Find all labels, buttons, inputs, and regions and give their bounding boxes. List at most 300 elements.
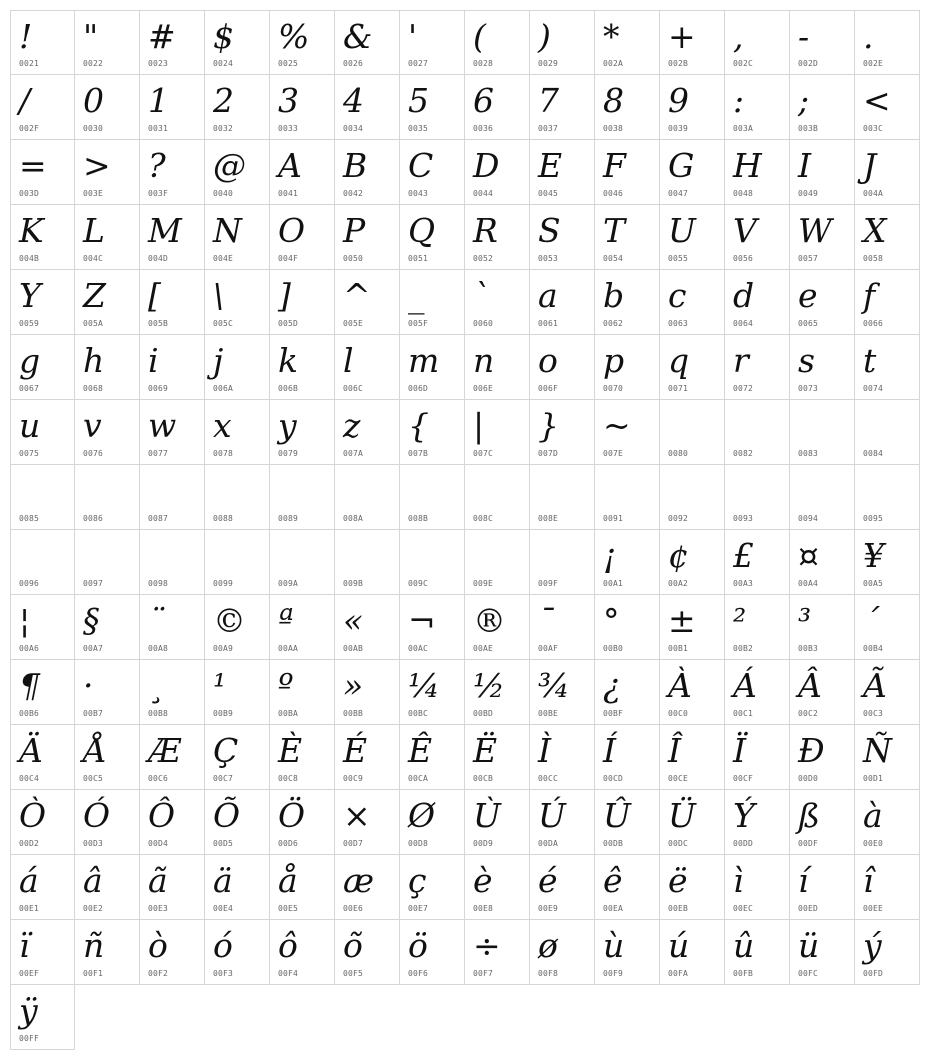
- glyph-cell: [465, 465, 530, 530]
- glyph-cell: [465, 335, 530, 400]
- glyph-code-label: 00F5: [343, 969, 364, 978]
- glyph-code-label: 00EF: [19, 969, 40, 978]
- glyph-sample: 3: [278, 81, 299, 120]
- glyph-sample: Í: [603, 731, 617, 770]
- glyph-cell: [790, 530, 855, 595]
- glyph-cell: [140, 855, 205, 920]
- glyph-cell: [205, 855, 270, 920]
- glyph-sample: l: [343, 341, 354, 380]
- glyph-cell: [725, 400, 790, 465]
- glyph-cell: [75, 10, 140, 75]
- glyph-code-label: 0089: [278, 514, 299, 523]
- glyph-code-label: 00E2: [83, 904, 104, 913]
- glyph-cell: [400, 725, 465, 790]
- glyph-cell: [140, 75, 205, 140]
- glyph-sample: q: [668, 341, 690, 380]
- glyph-sample: Ð: [798, 731, 825, 770]
- glyph-cell: [335, 595, 400, 660]
- glyph-sample: Ì: [538, 731, 552, 770]
- glyph-sample: °: [603, 601, 620, 640]
- glyph-code-label: 00B6: [19, 709, 40, 718]
- glyph-cell: [660, 920, 725, 985]
- glyph-sample: L: [83, 211, 105, 250]
- glyph-cell: [855, 335, 920, 400]
- glyph-code-label: 00A4: [798, 579, 819, 588]
- glyph-sample: Â: [798, 666, 822, 705]
- glyph-sample: _: [408, 276, 425, 315]
- glyph-code-label: 00AB: [343, 644, 364, 653]
- glyph-cell: [530, 75, 595, 140]
- glyph-sample: Ã: [863, 666, 887, 705]
- glyph-sample: 0: [83, 81, 104, 120]
- glyph-code-label: 0084: [863, 449, 884, 458]
- glyph-sample: ¦: [19, 601, 31, 640]
- glyph-sample: ÷: [473, 926, 501, 965]
- glyph-code-label: 0046: [603, 189, 624, 198]
- glyph-code-label: 009B: [343, 579, 364, 588]
- glyph-cell: [530, 855, 595, 920]
- glyph-sample: ×: [343, 796, 371, 835]
- glyph-sample: Ë: [473, 731, 498, 770]
- glyph-code-label: 006C: [343, 384, 364, 393]
- glyph-code-label: 0082: [733, 449, 754, 458]
- glyph-code-label: 00DD: [733, 839, 754, 848]
- glyph-sample: ñ: [83, 926, 105, 965]
- glyph-code-label: 00D4: [148, 839, 169, 848]
- glyph-sample: î: [863, 861, 874, 900]
- glyph-sample: #: [148, 17, 176, 56]
- glyph-sample: ¶: [19, 666, 40, 705]
- glyph-cell: [140, 10, 205, 75]
- glyph-sample: Ò: [19, 796, 47, 835]
- glyph-code-label: 00EA: [603, 904, 624, 913]
- glyph-code-label: 0033: [278, 124, 299, 133]
- glyph-sample: ç: [408, 861, 427, 900]
- glyph-code-label: 0072: [733, 384, 754, 393]
- glyph-code-label: 00E3: [148, 904, 169, 913]
- glyph-code-label: 00B8: [148, 709, 169, 718]
- glyph-sample: n: [473, 341, 495, 380]
- glyph-cell: [855, 530, 920, 595]
- glyph-cell: [790, 920, 855, 985]
- glyph-cell: [790, 75, 855, 140]
- glyph-cell: [855, 400, 920, 465]
- glyph-cell: [270, 270, 335, 335]
- glyph-code-label: 0059: [19, 319, 40, 328]
- glyph-cell: [75, 205, 140, 270]
- glyph-cell: [465, 140, 530, 205]
- glyph-cell: [205, 270, 270, 335]
- glyph-code-label: 0028: [473, 59, 494, 68]
- glyph-code-label: 00D5: [213, 839, 234, 848]
- glyph-code-label: 009F: [538, 579, 559, 588]
- glyph-cell: [725, 140, 790, 205]
- glyph-code-label: 00CB: [473, 774, 494, 783]
- glyph-cell: [855, 140, 920, 205]
- glyph-code-label: 00A7: [83, 644, 104, 653]
- glyph-cell: [530, 335, 595, 400]
- glyph-cell: [400, 530, 465, 595]
- glyph-sample: ): [538, 17, 551, 56]
- glyph-cell: [205, 465, 270, 530]
- glyph-sample: ]: [278, 276, 291, 315]
- glyph-sample: I: [798, 146, 812, 185]
- glyph-code-label: 0054: [603, 254, 624, 263]
- glyph-cell: [75, 465, 140, 530]
- glyph-sample: ©: [213, 601, 246, 640]
- glyph-sample: ;: [798, 81, 810, 120]
- glyph-cell: [855, 595, 920, 660]
- glyph-code-label: 003B: [798, 124, 819, 133]
- glyph-code-label: 00AC: [408, 644, 429, 653]
- glyph-code-label: 00ED: [798, 904, 819, 913]
- glyph-code-label: 00F9: [603, 969, 624, 978]
- glyph-cell: [270, 790, 335, 855]
- glyph-code-label: 004A: [863, 189, 884, 198]
- glyph-sample: Ñ: [863, 731, 892, 770]
- glyph-cell: [660, 400, 725, 465]
- glyph-cell: [660, 530, 725, 595]
- glyph-sample: H: [733, 146, 762, 185]
- glyph-code-label: 004E: [213, 254, 234, 263]
- glyph-cell: [10, 985, 75, 1050]
- glyph-cell: [530, 400, 595, 465]
- glyph-cell: [270, 75, 335, 140]
- glyph-cell: [790, 465, 855, 530]
- glyph-sample: ô: [278, 926, 298, 965]
- glyph-code-label: 00C9: [343, 774, 364, 783]
- glyph-code-label: 0099: [213, 579, 234, 588]
- glyph-sample: B: [343, 146, 368, 185]
- glyph-code-label: 007D: [538, 449, 559, 458]
- glyph-cell: [270, 465, 335, 530]
- glyph-cell: [400, 465, 465, 530]
- glyph-code-label: 00D0: [798, 774, 819, 783]
- glyph-code-label: 00B0: [603, 644, 624, 653]
- glyph-code-label: 0040: [213, 189, 234, 198]
- glyph-code-label: 009C: [408, 579, 429, 588]
- glyph-code-label: 0025: [278, 59, 299, 68]
- glyph-cell: [140, 270, 205, 335]
- glyph-code-label: 00C7: [213, 774, 234, 783]
- glyph-sample: h: [83, 341, 105, 380]
- glyph-code-label: 0035: [408, 124, 429, 133]
- glyph-sample: |: [473, 406, 485, 445]
- glyph-cell: [855, 660, 920, 725]
- glyph-sample: P: [343, 211, 366, 250]
- glyph-code-label: 005C: [213, 319, 234, 328]
- glyph-cell: [855, 205, 920, 270]
- glyph-cell: [270, 660, 335, 725]
- glyph-code-label: 008B: [408, 514, 429, 523]
- glyph-sample: ?: [148, 146, 166, 185]
- glyph-cell: [140, 400, 205, 465]
- glyph-cell: [660, 335, 725, 400]
- glyph-cell: [465, 920, 530, 985]
- glyph-code-label: 003D: [19, 189, 40, 198]
- glyph-grid: [10, 10, 920, 1050]
- glyph-code-label: 003C: [863, 124, 884, 133]
- glyph-cell: [725, 790, 790, 855]
- glyph-sample: v: [83, 406, 102, 445]
- glyph-sample: ö: [408, 926, 428, 965]
- glyph-code-label: 00E1: [19, 904, 40, 913]
- glyph-cell: [530, 465, 595, 530]
- glyph-sample: M: [148, 211, 182, 250]
- glyph-cell: [725, 465, 790, 530]
- glyph-sample: ^: [343, 276, 371, 315]
- glyph-code-label: 0058: [863, 254, 884, 263]
- glyph-sample: %: [278, 17, 310, 56]
- glyph-cell: [465, 855, 530, 920]
- glyph-sample: £: [733, 536, 754, 575]
- glyph-code-label: 0073: [798, 384, 819, 393]
- glyph-sample: a: [538, 276, 558, 315]
- glyph-sample: u: [19, 406, 41, 445]
- glyph-sample: û: [733, 926, 755, 965]
- glyph-cell: [855, 270, 920, 335]
- glyph-code-label: 004D: [148, 254, 169, 263]
- glyph-cell: [335, 270, 400, 335]
- glyph-sample: ¨: [148, 601, 165, 640]
- glyph-code-label: 0097: [83, 579, 104, 588]
- glyph-code-label: 009A: [278, 579, 299, 588]
- glyph-sample: Ö: [278, 796, 306, 835]
- glyph-code-label: 00CC: [538, 774, 559, 783]
- glyph-cell: [270, 595, 335, 660]
- glyph-cell: [75, 790, 140, 855]
- glyph-cell: [595, 465, 660, 530]
- glyph-code-label: 00F6: [408, 969, 429, 978]
- glyph-cell: [660, 855, 725, 920]
- glyph-cell: [270, 10, 335, 75]
- glyph-cell: [855, 790, 920, 855]
- glyph-code-label: 00FD: [863, 969, 884, 978]
- glyph-sample: ¹: [213, 666, 227, 705]
- glyph-code-label: 0026: [343, 59, 364, 68]
- glyph-cell: [335, 530, 400, 595]
- glyph-cell: [790, 790, 855, 855]
- glyph-code-label: 00CD: [603, 774, 624, 783]
- glyph-code-label: 007C: [473, 449, 494, 458]
- glyph-code-label: 00E6: [343, 904, 364, 913]
- glyph-cell: [270, 855, 335, 920]
- glyph-code-label: 00F4: [278, 969, 299, 978]
- glyph-cell: [400, 595, 465, 660]
- glyph-sample: d: [733, 276, 755, 315]
- glyph-cell: [725, 270, 790, 335]
- glyph-sample: ¬: [408, 601, 436, 640]
- glyph-cell: [790, 855, 855, 920]
- glyph-code-label: 002B: [668, 59, 689, 68]
- glyph-cell: [465, 595, 530, 660]
- glyph-code-label: 0069: [148, 384, 169, 393]
- glyph-code-label: 0086: [83, 514, 104, 523]
- glyph-code-label: 00E7: [408, 904, 429, 913]
- glyph-sample: 2: [213, 81, 234, 120]
- glyph-code-label: 0067: [19, 384, 40, 393]
- glyph-cell: [140, 465, 205, 530]
- glyph-code-label: 00DC: [668, 839, 689, 848]
- glyph-code-label: 00B1: [668, 644, 689, 653]
- glyph-cell: [725, 205, 790, 270]
- glyph-code-label: 00C0: [668, 709, 689, 718]
- glyph-sample: ´: [863, 601, 880, 640]
- glyph-code-label: 0027: [408, 59, 429, 68]
- glyph-cell: [790, 270, 855, 335]
- glyph-cell: [270, 725, 335, 790]
- glyph-sample: T: [603, 211, 626, 250]
- glyph-cell: [75, 920, 140, 985]
- glyph-code-label: 00B9: [213, 709, 234, 718]
- glyph-cell: [660, 75, 725, 140]
- glyph-code-label: 00A6: [19, 644, 40, 653]
- glyph-cell: [660, 205, 725, 270]
- glyph-code-label: 00CF: [733, 774, 754, 783]
- glyph-cell: [400, 10, 465, 75]
- glyph-sample: ª: [278, 601, 294, 640]
- glyph-cell: [790, 725, 855, 790]
- glyph-sample: A: [278, 146, 302, 185]
- glyph-cell: [10, 660, 75, 725]
- glyph-code-label: 003E: [83, 189, 104, 198]
- glyph-cell: [595, 140, 660, 205]
- glyph-cell: [400, 660, 465, 725]
- glyph-sample: c: [668, 276, 687, 315]
- glyph-cell: [660, 140, 725, 205]
- glyph-code-label: 0075: [19, 449, 40, 458]
- glyph-sample: k: [278, 341, 298, 380]
- glyph-sample: ê: [603, 861, 623, 900]
- glyph-sample: â: [83, 861, 103, 900]
- glyph-cell: [10, 725, 75, 790]
- glyph-code-label: 00BD: [473, 709, 494, 718]
- glyph-sample: Ê: [408, 731, 433, 770]
- glyph-code-label: 00D9: [473, 839, 494, 848]
- glyph-sample: K: [19, 211, 44, 250]
- glyph-code-label: 00CE: [668, 774, 689, 783]
- glyph-cell: [400, 400, 465, 465]
- glyph-cell: [595, 400, 660, 465]
- glyph-cell: [595, 270, 660, 335]
- glyph-sample: ï: [19, 926, 30, 965]
- glyph-sample: ¡: [603, 536, 617, 575]
- glyph-cell: [465, 400, 530, 465]
- glyph-code-label: 00A3: [733, 579, 754, 588]
- glyph-cell: [855, 725, 920, 790]
- glyph-cell: [205, 10, 270, 75]
- glyph-code-label: 0063: [668, 319, 689, 328]
- glyph-code-label: 003A: [733, 124, 754, 133]
- glyph-code-label: 008C: [473, 514, 494, 523]
- glyph-cell: [530, 530, 595, 595]
- glyph-code-label: 006A: [213, 384, 234, 393]
- glyph-cell: [400, 205, 465, 270]
- glyph-code-label: 0049: [798, 189, 819, 198]
- glyph-sample: ±: [668, 601, 696, 640]
- glyph-cell: [75, 725, 140, 790]
- glyph-code-label: 00B7: [83, 709, 104, 718]
- glyph-code-label: 004C: [83, 254, 104, 263]
- glyph-cell: [595, 660, 660, 725]
- glyph-sample: z: [343, 406, 361, 445]
- glyph-sample: <: [863, 81, 891, 120]
- glyph-code-label: 00EE: [863, 904, 884, 913]
- glyph-cell: [335, 140, 400, 205]
- glyph-sample: ': [408, 17, 418, 56]
- glyph-code-label: 0031: [148, 124, 169, 133]
- glyph-sample: §: [83, 601, 100, 640]
- glyph-cell: [10, 205, 75, 270]
- glyph-cell: [10, 920, 75, 985]
- glyph-sample: Á: [733, 666, 757, 705]
- glyph-code-label: 00EC: [733, 904, 754, 913]
- glyph-sample: Ø: [408, 796, 436, 835]
- glyph-cell: [790, 400, 855, 465]
- glyph-cell: [140, 335, 205, 400]
- glyph-sample: e: [798, 276, 818, 315]
- glyph-code-label: 0030: [83, 124, 104, 133]
- glyph-code-label: 0092: [668, 514, 689, 523]
- glyph-code-label: 00F1: [83, 969, 104, 978]
- glyph-cell: [400, 335, 465, 400]
- glyph-cell: [75, 595, 140, 660]
- glyph-sample: Ú: [538, 796, 566, 835]
- glyph-code-label: 0060: [473, 319, 494, 328]
- glyph-sample: ý: [863, 926, 882, 965]
- glyph-cell: [270, 335, 335, 400]
- glyph-code-label: 0071: [668, 384, 689, 393]
- glyph-cell: [205, 595, 270, 660]
- glyph-sample: p: [603, 341, 625, 380]
- glyph-code-label: 005F: [408, 319, 429, 328]
- glyph-sample: æ: [343, 861, 375, 900]
- glyph-cell: [595, 530, 660, 595]
- glyph-cell: [400, 855, 465, 920]
- glyph-cell: [530, 10, 595, 75]
- glyph-sample: F: [603, 146, 626, 185]
- glyph-cell: [10, 465, 75, 530]
- glyph-cell: [205, 790, 270, 855]
- glyph-cell: [335, 855, 400, 920]
- glyph-code-label: 005E: [343, 319, 364, 328]
- glyph-code-label: 0048: [733, 189, 754, 198]
- glyph-code-label: 00B2: [733, 644, 754, 653]
- glyph-cell: [205, 75, 270, 140]
- glyph-cell: [335, 75, 400, 140]
- glyph-sample: È: [278, 731, 303, 770]
- glyph-cell: [75, 855, 140, 920]
- glyph-code-label: 0085: [19, 514, 40, 523]
- glyph-sample: ": [83, 17, 99, 56]
- glyph-cell: [725, 855, 790, 920]
- glyph-sample: b: [603, 276, 625, 315]
- glyph-sample: i: [148, 341, 159, 380]
- glyph-code-label: 0023: [148, 59, 169, 68]
- glyph-sample: «: [343, 601, 364, 640]
- glyph-cell: [75, 400, 140, 465]
- glyph-cell: [335, 920, 400, 985]
- glyph-code-label: 006B: [278, 384, 299, 393]
- glyph-sample: ¤: [798, 536, 819, 575]
- glyph-code-label: 00C5: [83, 774, 104, 783]
- glyph-code-label: 0039: [668, 124, 689, 133]
- glyph-sample: è: [473, 861, 493, 900]
- glyph-code-label: 00F3: [213, 969, 234, 978]
- glyph-sample: Å: [83, 731, 107, 770]
- glyph-cell: [205, 660, 270, 725]
- glyph-cell: [465, 10, 530, 75]
